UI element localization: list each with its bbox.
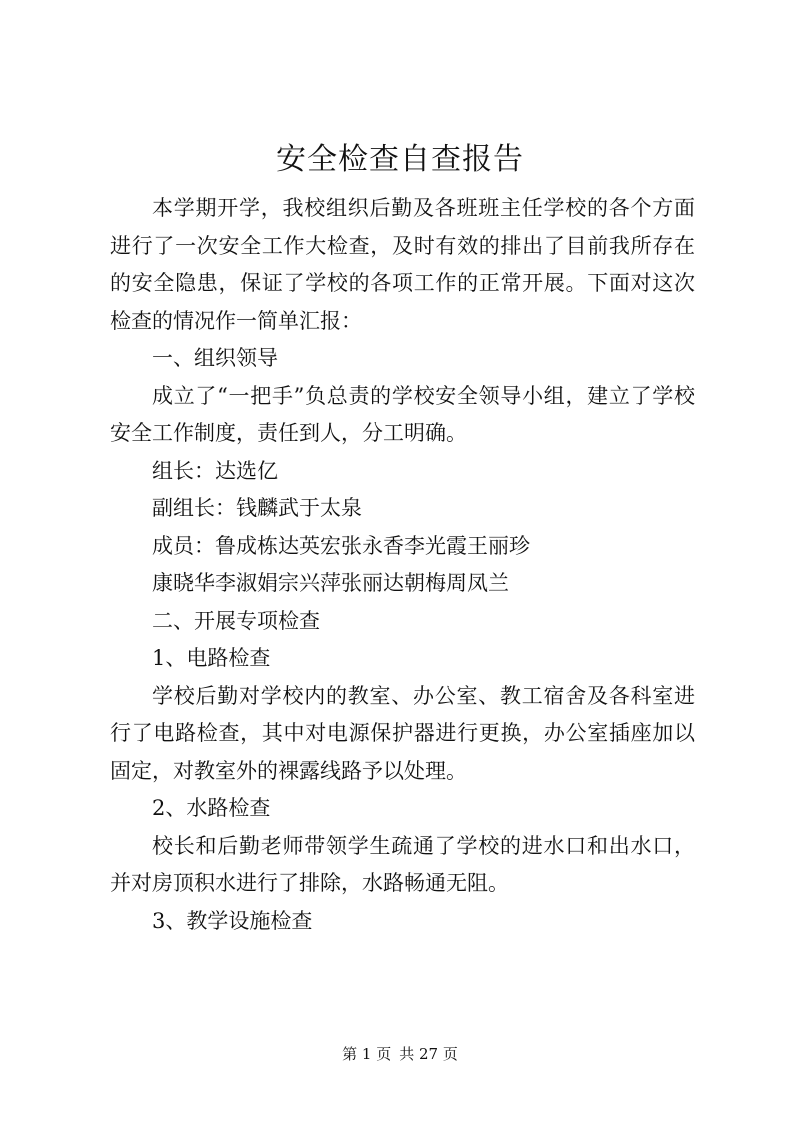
members-line: 成员：鲁成栋达英宏张永香李光霞王丽珍 (152, 533, 530, 558)
deputy-leader-line: 副组长：钱麟武于太泉 (152, 496, 362, 520)
subheading-teaching-facilities: 3、教学设施检查 (152, 908, 313, 933)
page-number: 第 1 页 (342, 1045, 392, 1063)
leader-line: 组长：达选亿 (152, 458, 278, 483)
document-title: 安全检查自查报告 (276, 142, 524, 177)
paragraph-water: 校长和后勤老师带领学生疏通了学校的进水口和出水口，并对房顶积水进行了排除，水路畅通无阻。 (110, 833, 695, 895)
members-line-continued: 康晓华李淑娟宗兴萍张丽达朝梅周凤兰 (152, 571, 509, 595)
page-footer (0, 1044, 800, 1064)
page-total: 共 27 页 (399, 1045, 458, 1063)
document-body (110, 190, 695, 940)
paragraph-intro: 本学期开学，我校组织后勤及各班班主任学校的各个方面进行了一次安全工作大检查，及时有效的排出了目前我所存在的安全隐患，保证了学校的各项工作的正常开展。下面对这次检查的情况作一简单汇报： (110, 196, 695, 333)
paragraph-organization: 成立了“一把手”负总责的学校安全领导小组，建立了学校安全工作制度，责任到人，分工明确。 (110, 383, 695, 445)
section-heading-organization: 一、组织领导 (152, 346, 278, 370)
subheading-electric: 1、电路检查 (152, 646, 271, 670)
section-heading-inspection: 二、开展专项检查 (152, 608, 320, 633)
subheading-water: 2、水路检查 (152, 796, 271, 820)
paragraph-electric: 学校后勤对学校内的教室、办公室、教工宿舍及各科室进行了电路检查，其中对电源保护器进行更换，办公室插座加以固定，对教室外的裸露线路予以处理。 (110, 683, 695, 783)
